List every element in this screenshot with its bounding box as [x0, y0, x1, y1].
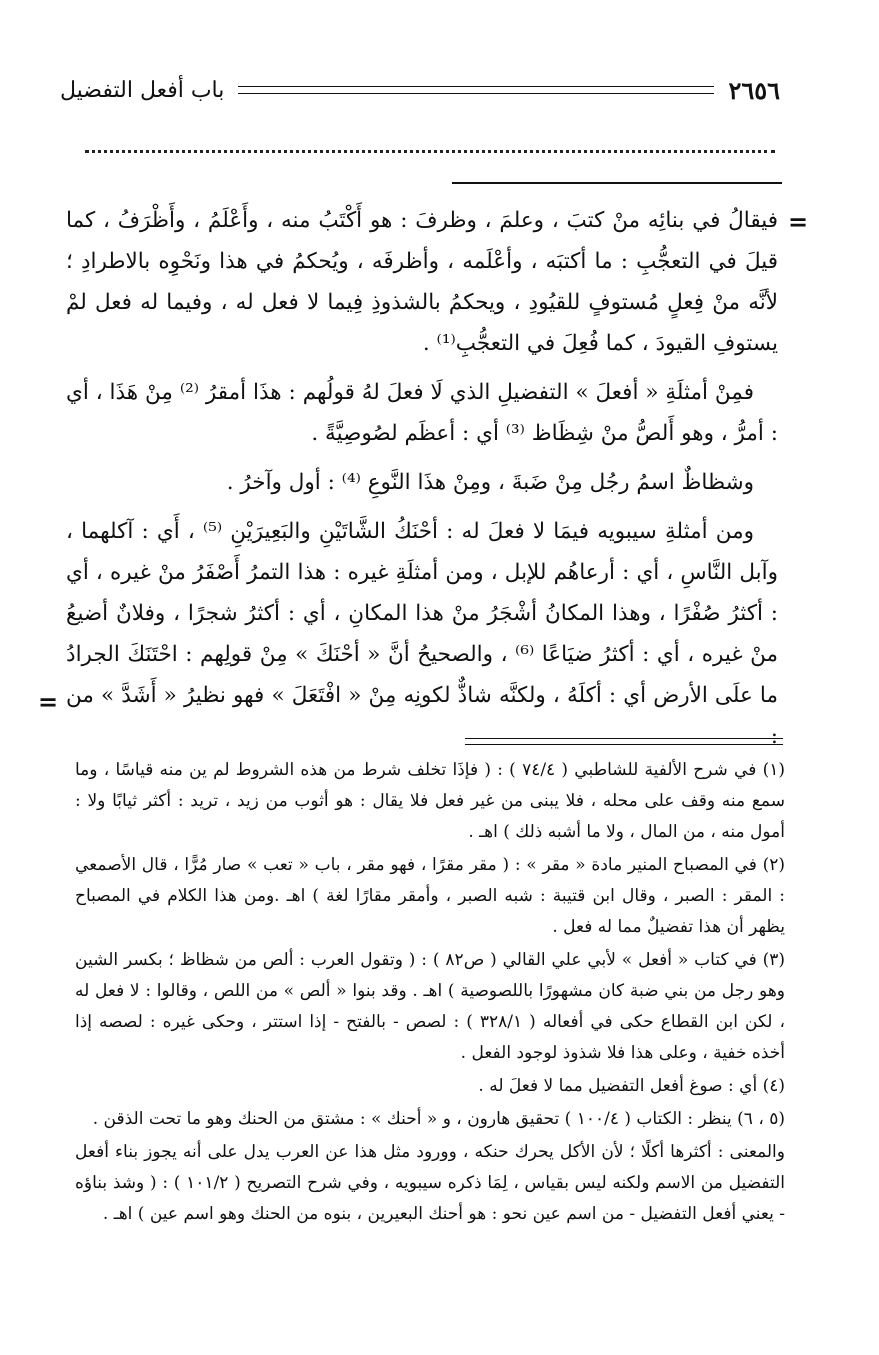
footnote-explanation: والمعنى : أكثرها أكلًا ؛ لأن الأكل يحرك حنكه ، وورود مثل هذا عن العرب يدل على أنه يجوز بناء أفعل التفضيل من الاسم ولكنه ليس بقياس ، لِمَا ذكره سيبويه ، وفي شرح التصريح ( ١٠١/٢ ) : ( وشذ بناؤه - يعني أفعل التفضيل - من اسم عين نحو : هو أحنك البعيرين ، بنوه من الحنك وهو اسم عين ) اهـ . — [75, 1142, 785, 1224]
dotted-separator — [85, 150, 775, 153]
chapter-title: باب أفعل التفضيل — [60, 77, 225, 103]
footnote: (١) في شرح الألفية للشاطبي ( ٧٤/٤ ) : ( فإذَا تخلف شرط من هذه الشروط لم ين منه قياسًا ، وما سمع منه وقف على محله ، فلا يبنى من غير فعل فلا يقال : هو أثوب من زيد ، تريد : أكثر ثيابًا ولا : أمول منه ، من المال ، ولا ما أشبه ذلك ) اهـ . — [75, 760, 785, 842]
header-rule — [238, 86, 714, 94]
continuation-marker-left: = — [38, 687, 59, 716]
section-rule — [452, 182, 782, 184]
footnote: (٣) في كتاب « أفعل » لأبي علي القالي ( ص٨٢ ) : ( وتقول العرب : ألص من شظاظ ؛ بكسر الشين وهو رجل من بني ضبة كان مشهورًا باللصوصية ) اهـ . وقد بنوا « ألص » من اللص ، وقالوا : لا فعل له ، لكن ابن القطاع حكى في أفعاله ( ٣٢٨/١ ) : لصص - بالفتح - إذا استتر ، وحكى غيره : لصصه إذا أخذه خفية ، وعلى هذا فلا شذوذ لوجود الفعل . — [75, 950, 785, 1063]
paragraph: وشظاظٌ اسمُ رجُل مِنْ ضَبةَ ، ومِنْ هذَا النَّوعِ ⁽⁴⁾ : أول وآخرُ . — [226, 470, 754, 495]
footnote: (٢) في المصباح المنير مادة « مقر » : ( مقر مقرًا ، فهو مقر ، باب « تعب » صار مُرًّا ، قال الأصمعي : المقر : الصبر ، وقال ابن قتيبة : شبه الصبر ، وأمقر مقارًا لغة ) اهـ .ومن هذا الكلام في المصباح يظهر أن هذا تفضيلٌ مما له فعل . — [75, 855, 785, 937]
footnotes — [75, 755, 785, 1232]
paragraph: فيقالُ في بنائِه منْ كتبَ ، وعلمَ ، وظرفَ : هو أَكْتَبُ منه ، وأَعْلَمُ ، وأَظْرَفُ ، كما قيلَ في التعجُّبِ : ما أكتبَه ، وأعْلَمه ، وأظرفَه ، ويُحكمُ في هذا ونَحْوِه بالاطرادِ ؛ لأنَّه منْ فِعلٍ مُستوفٍ للقيُودِ ، ويحكمُ بالشذوذِ فِيما لا فعل له ، وفيما له فعل لمْ يستوفِ القيودَ ، كما فُعِلَ في التعجُّبِ⁽¹⁾ . — [66, 208, 778, 356]
paragraph: ومن أمثلةِ سيبويه فيمَا لا فعلَ له : أحْنَكُ الشَّاتَيْنِ والبَعِيرَيْنِ ⁽⁵⁾ ، أَي : آكلهما ، وآبل النَّاسِ ، أي : أرعاهُم للإبل ، ومن أمثلَةِ غيره : هذا التمرُ أَصْفَرُ منْ غيره ، أي : أكثرُ صُفْرًا ، وهذا المكانُ أشْجَرُ منْ هذا المكانِ ، أي : أكثرُ شجرًا ، وفلانٌ أضيعُ منْ غيره ، أي : أكثرُ ضيَاعًا ⁽⁶⁾ ، والصحيحُ أنَّ « أحْنَكَ » مِنْ قولِهم : احْتَنَكَ الجرادُ ما علَى الأرض أي : أكلَهُ ، ولكنَّه شاذٌّ لكونِه مِنْ « افْتَعَلَ » فهو نظيرُ « أَشَدَّ » من : — [66, 519, 778, 749]
footnote: (٤) أي : صوغ أفعل التفضيل مما لا فعلَ له . — [478, 1076, 785, 1096]
page-number: ٢٦٥٦ — [728, 75, 780, 105]
main-text — [66, 200, 778, 765]
footnote: (٥ ، ٦) ينظر : الكتاب ( ١٠٠/٤ ) تحقيق هارون ، و « أحنك » : مشتق من الحنك وهو ما تحت الذقن . — [92, 1109, 785, 1129]
page-header — [60, 70, 780, 110]
continuation-marker-right: = — [788, 207, 809, 236]
paragraph: فمِنْ أمثلَةِ « أفعلَ » التفضيلِ الذي لَا فعلَ لهُ قولُهم : هذَا أمقرُ ⁽²⁾ مِنْ هَذَا ، أي : أمرُّ ، وهو أَلصُّ منْ شِظَاظ ⁽³⁾ أي : أعظَم لصُوصِيَّةً . — [66, 380, 778, 446]
footnote-rule — [465, 738, 783, 745]
